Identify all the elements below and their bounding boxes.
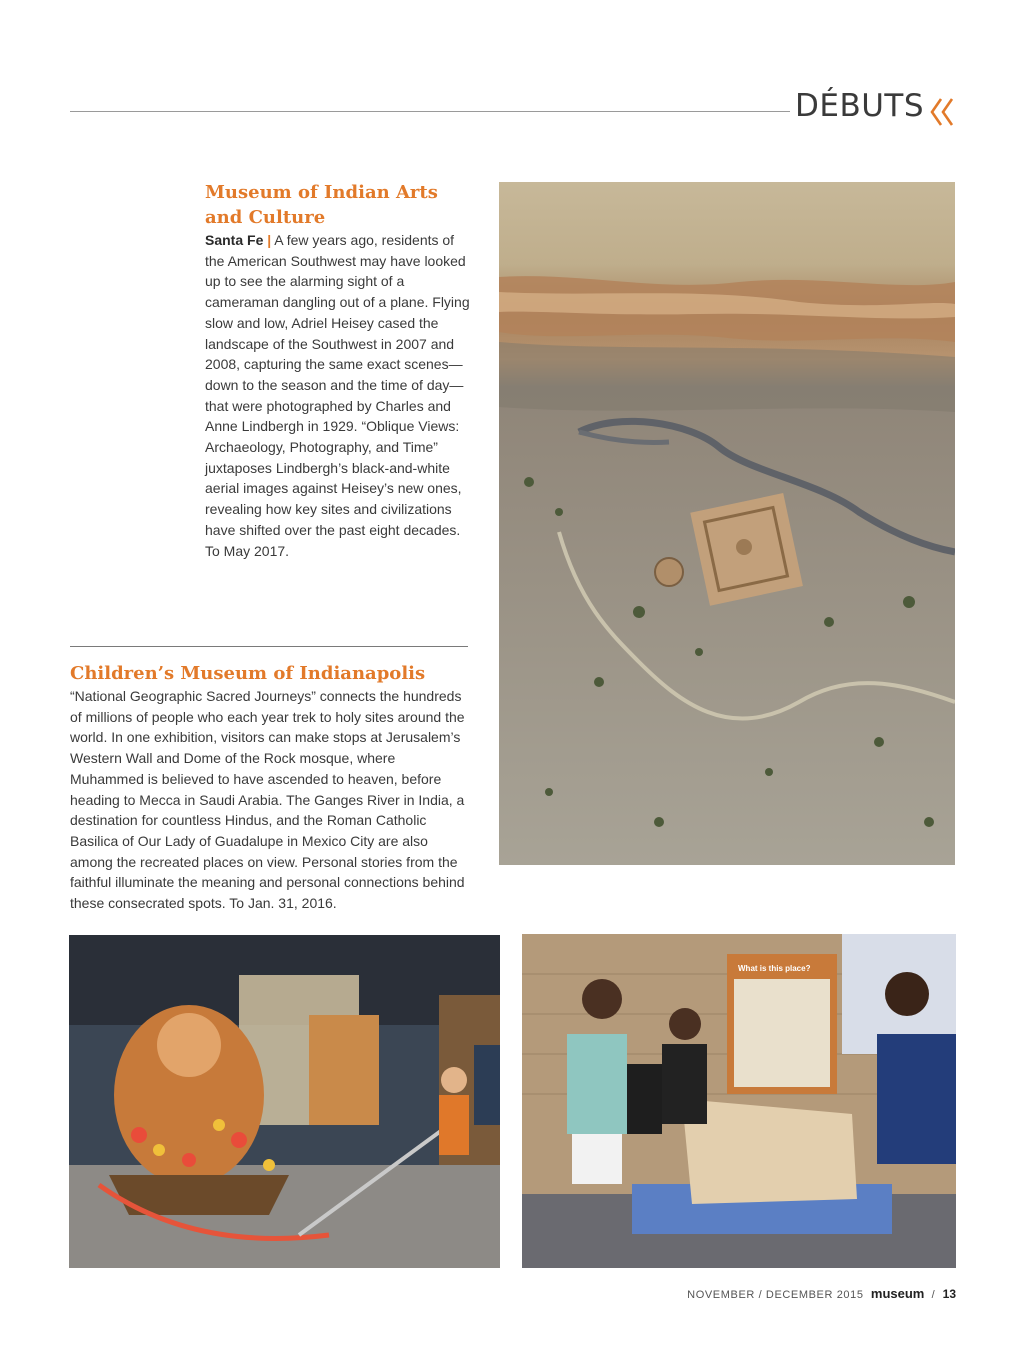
issue-date: NOVEMBER / DECEMBER 2015 [687, 1289, 864, 1301]
article-heading: Children’s Museum of Indianapolis [70, 663, 426, 684]
page-number: 13 [942, 1287, 956, 1301]
ganesha-exhibit-photo [69, 935, 500, 1268]
double-chevron-left-icon [928, 96, 956, 128]
header-rule [70, 111, 790, 112]
exhibit-sign-text: What is this place? [738, 964, 811, 973]
magazine-brand: museum [870, 1286, 925, 1301]
article-divider [70, 646, 468, 647]
footer-separator: / [931, 1289, 936, 1301]
article-heading: Museum of Indian Arts and Culture [205, 182, 438, 228]
location-separator: | [267, 232, 272, 248]
section-title: DÉBUTS [795, 88, 925, 124]
article-museum-indian-arts [205, 180, 470, 561]
article-location: Santa Fe [205, 232, 264, 248]
article-text: A few years ago, residents of the American Southwest may have looked up to see the alarming sight of a cameraman dangling out of a plane. Flying slow and low, Adriel Heisey cased the landscape of the Southwest in 2007 and 2008, capturing the same exact scenes—down to the season and the time of day—that were photographed by Charles and Anne Lindbergh in 1929. “Oblique Views: Archaeology, Photography, and Time” juxtaposes Lindbergh’s black-and-white aerial images against Heisey’s new ones, revealing how key sites and civilizations have shifted over the past eight decades. To May 2017. [205, 232, 470, 559]
article-childrens-museum [70, 661, 470, 914]
aerial-ruins-photo [499, 182, 955, 865]
page-footer [687, 1286, 956, 1301]
article-body [205, 230, 470, 561]
western-wall-exhibit-photo [522, 934, 956, 1268]
article-text: “National Geographic Sacred Journeys” connects the hundreds of millions of people who each year trek to holy sites around the world. In one exhibition, visitors can make stops at Jerusalem’s Western Wall and Dome of the Rock mosque, where Muhammed is believed to have ascended to heaven, before heading to Mecca in Saudi Arabia. The Ganges River in India, a destination for countless Hindus, and the Roman Catholic Basilica of Our Lady of Guadalupe in Mexico City are also among the recreated places on view. Personal stories from the faithful illuminate the meaning and personal connections behind these consecrated spots. To Jan. 31, 2016. [70, 688, 465, 912]
